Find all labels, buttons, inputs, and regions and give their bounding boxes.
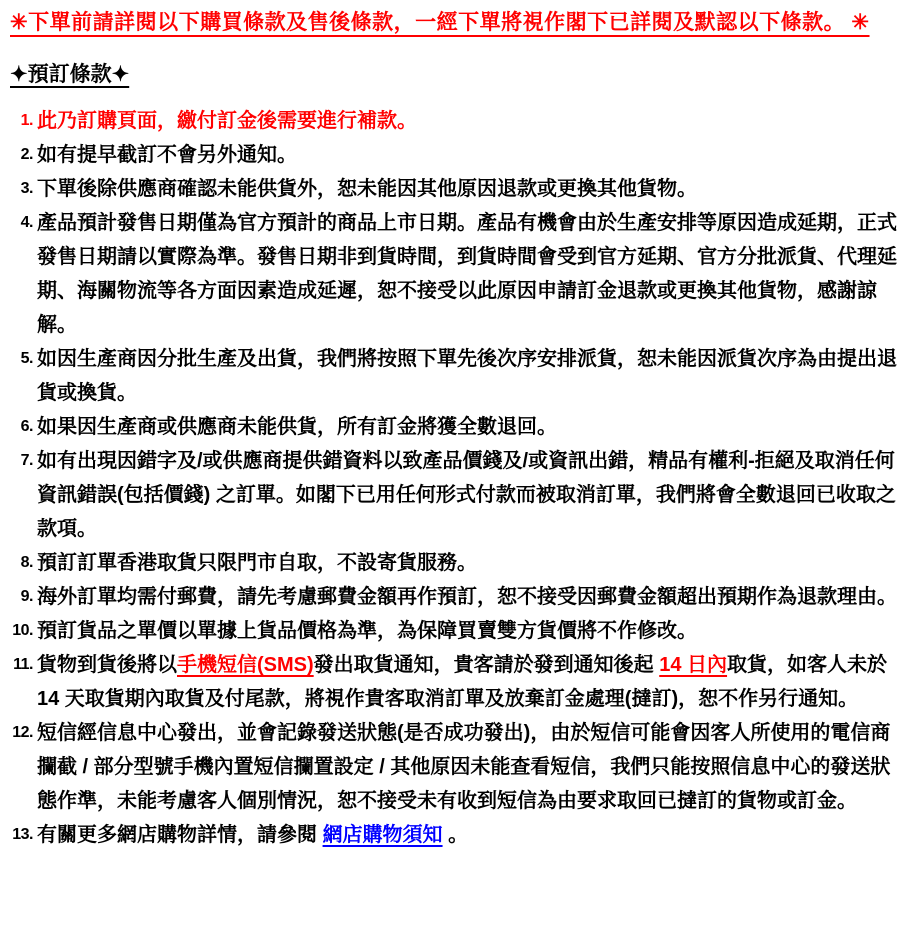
term-text-segment: 如果因生產商或供應商未能供貨，所有訂金將獲全數退回。: [37, 416, 557, 438]
term-text: [37, 620, 697, 642]
term-text-segment: 預訂訂單香港取貨只限門市自取，不設寄貨服務。: [37, 552, 477, 574]
term-text: [37, 552, 477, 574]
term-number: 7.: [20, 452, 33, 469]
term-item: [10, 716, 899, 818]
terms-list: [10, 104, 899, 852]
term-item: [10, 172, 899, 206]
term-text: [37, 144, 297, 166]
term-text: [37, 450, 896, 540]
term-text: [37, 722, 890, 812]
term-text-segment: 如有提早截訂不會另外通知。: [37, 144, 297, 166]
term-text-segment: 此乃訂購頁面，繳付訂金後需要進行補款。: [37, 110, 417, 132]
term-text-segment: 。: [442, 824, 469, 846]
term-number: 11.: [13, 656, 33, 673]
purchase-terms-warning-text: ✳下單前請詳閱以下購買條款及售後條款，一經下單將視作閣下已詳閱及默認以下條款。 ✳: [10, 11, 870, 34]
term-item: [10, 580, 899, 614]
term-item: [10, 444, 899, 546]
term-text-segment: 預訂貨品之單價以單據上貨品價格為準，為保障買賣雙方貨價將不作修改。: [37, 620, 697, 642]
term-item: [10, 206, 899, 342]
term-item: [10, 648, 899, 716]
preorder-terms-section-title: [10, 58, 899, 92]
term-text-segment: 如因生產商因分批生產及出貨，我們將按照下單先後次序安排派貨，恕未能因派貨次序為由提出退貨或換貨。: [37, 348, 897, 404]
term-text-segment: 14 日內: [659, 654, 728, 676]
term-number: 6.: [20, 418, 33, 435]
shop-guide-link[interactable]: 網店購物須知: [322, 824, 443, 846]
term-item: [10, 818, 899, 852]
term-text-segment: 有關更多網店購物詳情，請參閱: [37, 824, 323, 846]
term-text-segment: 貨物到貨後將以: [37, 654, 177, 676]
term-number: 4.: [20, 214, 33, 231]
term-item: [10, 104, 899, 138]
term-text-segment: 手機短信(SMS): [177, 654, 314, 676]
term-number: 3.: [20, 180, 33, 197]
term-text-segment: 海外訂單均需付郵費，請先考慮郵費金額再作預訂，恕不接受因郵費金額超出預期作為退款理由。: [37, 586, 897, 608]
term-text-segment: 如有出現因錯字及/或供應商提供錯資料以致產品價錢及/或資訊出錯，精品有權利-拒絕及取消任何資訊錯誤(包括價錢) 之訂單。如閣下已用任何形式付款而被取消訂單，我們將會全數退回已收取之款項。: [37, 450, 896, 540]
term-number: 5.: [20, 350, 33, 367]
term-text-segment: 發出取貨通知，貴客請於發到通知後起: [313, 654, 660, 676]
term-text-segment: 取貨，如客人未於 14 天取貨期內取貨及付尾款，將視作貴客取消訂單及放棄訂金處理(撻訂)，恕不作另行通知。: [37, 654, 888, 710]
term-item: [10, 410, 899, 444]
term-text: [37, 824, 468, 846]
term-item: [10, 614, 899, 648]
term-text: [37, 178, 697, 200]
term-number: 8.: [20, 554, 33, 571]
term-text: [37, 416, 557, 438]
term-text-segment: 產品預計發售日期僅為官方預計的商品上市日期。產品有機會由於生產安排等原因造成延期，正式發售日期請以實際為準。發售日期非到貨時間，到貨時間會受到官方延期、官方分批派貨、代理延期、海關物流等各方面因素造成延遲，恕不接受以此原因申請訂金退款或更換其他貨物，感謝諒解。: [37, 212, 897, 336]
term-number: 1.: [20, 112, 33, 129]
term-number: 13.: [12, 826, 33, 843]
term-text: [37, 586, 897, 608]
term-item: [10, 342, 899, 410]
term-text-segment: 短信經信息中心發出，並會記錄發送狀態(是否成功發出)，由於短信可能會因客人所使用的電信商攔截 / 部分型號手機內置短信攔置設定 / 其他原因未能查看短信，我們只能按照信息中心的發送狀態作準，未能考慮客人個別情況，恕不接受未有收到短信為由要求取回已撻訂的貨物或訂金。: [37, 722, 891, 812]
purchase-terms-warning: [10, 6, 899, 40]
preorder-terms-section-title-text: ✦預訂條款✦: [10, 63, 130, 86]
term-text: [37, 212, 897, 336]
term-text: [37, 654, 887, 710]
term-number: 2.: [20, 146, 33, 163]
term-text: [37, 110, 417, 132]
term-number: 12.: [12, 724, 33, 741]
term-text: [37, 348, 897, 404]
term-number: 10.: [12, 622, 33, 639]
term-number: 9.: [20, 588, 33, 605]
term-item: [10, 546, 899, 580]
term-item: [10, 138, 899, 172]
term-text-segment: 下單後除供應商確認未能供貨外，恕未能因其他原因退款或更換其他貨物。: [37, 178, 697, 200]
